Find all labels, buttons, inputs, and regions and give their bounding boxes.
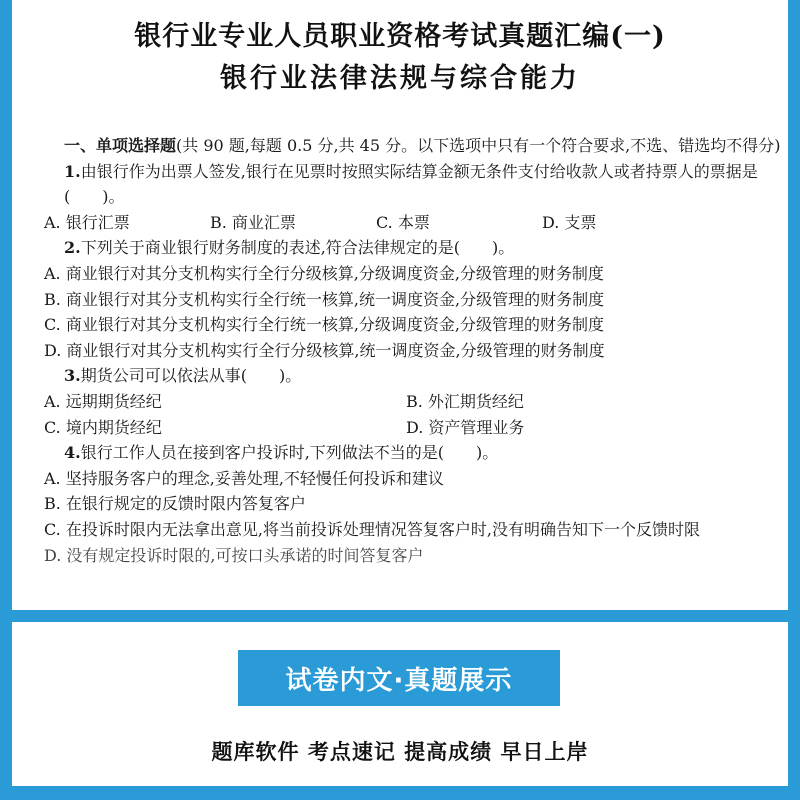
- question-3: [38, 363, 786, 389]
- question-3-options-row-1: [38, 389, 786, 415]
- page-title: 银行业专业人员职业资格考试真题汇编(一): [134, 21, 666, 52]
- question-2: [38, 235, 786, 261]
- option-b: B. 商业银行对其分支机构实行全行统一核算,统一调度资金,分级管理的财务制度: [44, 289, 605, 309]
- question-1: [38, 159, 786, 210]
- question-3-options-row-2: [38, 415, 786, 441]
- section-instructions: [38, 133, 786, 159]
- question-number: 2.: [64, 238, 81, 258]
- option-d: D. 支票: [542, 212, 597, 232]
- exam-content: [38, 133, 786, 568]
- exam-page: [12, 0, 788, 610]
- section-heading: 一、单项选择题: [64, 136, 177, 155]
- option-d: D. 资产管理业务: [406, 417, 525, 437]
- option-b: B. 外汇期货经纪: [406, 391, 524, 411]
- question-4: [38, 440, 786, 466]
- option-c: C. 境内期货经纪: [44, 417, 162, 437]
- section-instructions-text: (共 90 题,每题 0.5 分,共 45 分。以下选项中只有一个符合要求,不选、错选均不得分): [176, 136, 781, 155]
- option-a: A. 坚持服务客户的理念,妥善处理,不轻慢任何投诉和建议: [44, 468, 444, 488]
- option-a: A. 远期期货经纪: [44, 391, 162, 411]
- option-b: B. 在银行规定的反馈时限内答复客户: [44, 494, 306, 514]
- question-stem: 下列关于商业银行财务制度的表述,符合法律规定的是( )。: [80, 238, 515, 258]
- question-number: 1.: [64, 161, 81, 181]
- question-stem: 由银行作为出票人签发,银行在见票时按照实际结算金额无条件支付给收款人或者持票人的票据是( )。: [64, 161, 758, 207]
- option-b: B. 商业汇票: [210, 212, 296, 232]
- preview-banner: 试卷内文·真题展示: [238, 650, 560, 706]
- option-a: A. 商业银行对其分支机构实行全行分级核算,分级调度资金,分级管理的财务制度: [44, 263, 604, 283]
- option-d: D. 商业银行对其分支机构实行全行分级核算,统一调度资金,分级管理的财务制度: [44, 340, 605, 360]
- option-d: D. 没有规定投诉时限的,可按口头承诺的时间答复客户: [44, 545, 424, 565]
- question-stem: 期货公司可以依法从事( )。: [80, 366, 302, 386]
- question-1-options: [38, 210, 786, 236]
- page-subtitle: 银行业法律法规与综合能力: [220, 63, 580, 94]
- slogan-text: 题库软件 考点速记 提高成绩 早日上岸: [211, 740, 589, 764]
- option-c: C. 在投诉时限内无法拿出意见,将当前投诉处理情况答复客户时,没有明确告知下一个反馈时限: [44, 519, 701, 539]
- question-number: 4.: [64, 443, 81, 463]
- question-stem: 银行工作人员在接到客户投诉时,下列做法不当的是( )。: [80, 443, 499, 463]
- option-a: A. 银行汇票: [44, 212, 130, 232]
- question-number: 3.: [64, 366, 81, 386]
- blue-divider: [12, 610, 788, 622]
- option-c: C. 商业银行对其分支机构实行全行统一核算,分级调度资金,分级管理的财务制度: [44, 315, 605, 335]
- option-c: C. 本票: [376, 212, 430, 232]
